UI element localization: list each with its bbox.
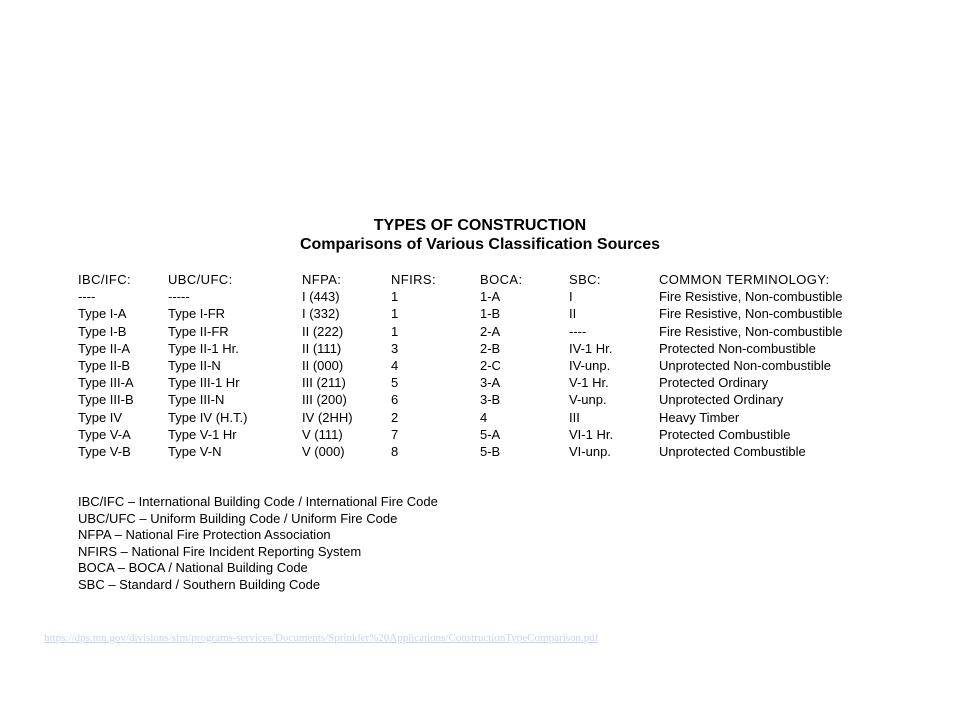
table-row [78,323,899,340]
cell-common-terminology: Unprotected Non-combustible [659,358,831,374]
cell-ubc-ufc: Type II-N [168,358,221,374]
header-nfpa: NFPA: [302,272,342,287]
cell-nfirs: 1 [391,289,399,305]
table-row [78,391,899,408]
cell-nfirs: 5 [391,375,399,391]
cell-nfpa: IV (2HH) [302,409,353,425]
cell-boca: 3-B [480,392,501,408]
cell-ubc-ufc: Type III-N [168,392,225,408]
cell-ubc-ufc: Type V-N [168,444,222,460]
cell-nfpa: I (332) [302,306,340,322]
cell-nfpa: II (000) [302,358,344,374]
page-subtitle: Comparisons of Various Classification Sources [299,236,661,253]
cell-nfpa: V (000) [302,444,345,460]
cell-ibc-ifc: Type II-A [78,340,131,356]
cell-common-terminology: Fire Resistive, Non-combustible [659,289,843,305]
cell-ibc-ifc: Type III-B [78,392,134,408]
legend-item: NFIRS – National Fire Incident Reporting System [78,543,362,559]
header-sbc: SBC: [569,272,601,287]
cell-sbc: II [569,306,577,322]
cell-boca: 5-B [480,444,501,460]
cell-sbc: IV-1 Hr. [569,340,613,356]
table-row [78,357,899,374]
construction-types-table [78,271,899,460]
cell-boca: 3-A [480,375,501,391]
cell-ibc-ifc: Type II-B [78,358,131,374]
cell-ibc-ifc: Type V-A [78,426,131,442]
header-boca: BOCA: [480,272,523,287]
table-body [78,288,899,460]
cell-common-terminology: Protected Combustible [659,426,791,442]
cell-common-terminology: Fire Resistive, Non-combustible [659,323,843,339]
cell-ibc-ifc: Type I-B [78,323,127,339]
cell-ibc-ifc: Type V-B [78,444,131,460]
cell-common-terminology: Fire Resistive, Non-combustible [659,306,843,322]
cell-nfpa: II (222) [302,323,344,339]
cell-sbc: VI-unp. [569,444,611,460]
cell-nfpa: I (443) [302,289,340,305]
cell-common-terminology: Protected Ordinary [659,375,769,391]
legend-item: SBC – Standard / Southern Building Code [78,576,321,592]
header-ibc-ifc: IBC/IFC: [78,272,132,287]
header-nfirs: NFIRS: [391,272,437,287]
header-ubc-ufc: UBC/UFC: [168,272,233,287]
cell-nfirs: 3 [391,340,399,356]
table-row [78,426,899,443]
cell-boca: 2-B [480,340,501,356]
cell-sbc: III [569,409,580,425]
cell-ubc-ufc: Type II-1 Hr. [168,340,239,356]
cell-sbc: I [569,289,573,305]
source-link[interactable]: https://dps.mn.gov/divisions/sfm/programs-services/Documents/Sprinkler%20Applications/ConstructionTypeComparison.pdf [44,632,599,644]
cell-ubc-ufc: Type III-1 Hr [168,375,240,391]
cell-common-terminology: Unprotected Ordinary [659,392,784,408]
cell-nfirs: 1 [391,306,399,322]
cell-ubc-ufc: Type V-1 Hr [168,426,237,442]
table-row [78,340,899,357]
legend-item: UBC/UFC – Uniform Building Code / Uniform Fire Code [78,510,398,526]
cell-nfpa: II (111) [302,340,342,356]
cell-nfpa: V (111) [302,426,343,442]
cell-nfirs: 1 [391,323,399,339]
cell-sbc: VI-1 Hr. [569,426,614,442]
cell-boca: 2-C [480,358,501,374]
cell-ubc-ufc: Type II-FR [168,323,229,339]
legend-item: BOCA – BOCA / National Building Code [78,560,308,575]
cell-sbc: V-1 Hr. [569,375,609,391]
table-row [78,305,899,322]
legend-item: IBC/IFC – International Building Code / International Fire Code [78,494,438,509]
cell-sbc: IV-unp. [569,358,611,374]
table-header-row [78,271,899,288]
cell-nfirs: 4 [391,358,399,374]
table-row [78,443,899,460]
cell-ubc-ufc: ----- [168,289,190,305]
cell-nfirs: 6 [391,392,399,408]
page-title: TYPES OF CONSTRUCTION [373,217,587,234]
cell-nfirs: 2 [391,409,399,425]
cell-ibc-ifc: Type I-A [78,306,127,322]
cell-boca: 1-B [480,306,501,322]
cell-ibc-ifc: Type IV [78,409,123,425]
table-row [78,409,899,426]
header-common-terminology: COMMON TERMINOLOGY: [659,272,830,287]
cell-sbc: V-unp. [569,392,607,408]
table-row [78,374,899,391]
cell-common-terminology: Unprotected Combustible [659,444,806,460]
cell-ibc-ifc: ---- [78,289,96,305]
legend-item: NFPA – National Fire Protection Association [78,527,331,542]
cell-ubc-ufc: Type I-FR [168,306,226,322]
cell-nfirs: 8 [391,444,399,460]
cell-boca: 4 [480,409,488,425]
cell-nfpa: III (211) [302,375,346,391]
cell-boca: 5-A [480,426,501,442]
cell-boca: 1-A [480,289,501,305]
cell-boca: 2-A [480,323,501,339]
cell-common-terminology: Protected Non-combustible [659,340,816,356]
cell-common-terminology: Heavy Timber [659,409,740,425]
abbreviation-legend [78,494,438,593]
cell-nfirs: 7 [391,426,399,442]
cell-sbc: ---- [569,323,587,339]
cell-ibc-ifc: Type III-A [78,375,134,391]
cell-ubc-ufc: Type IV (H.T.) [168,409,248,425]
table-row [78,288,899,305]
cell-nfpa: III (200) [302,392,347,408]
